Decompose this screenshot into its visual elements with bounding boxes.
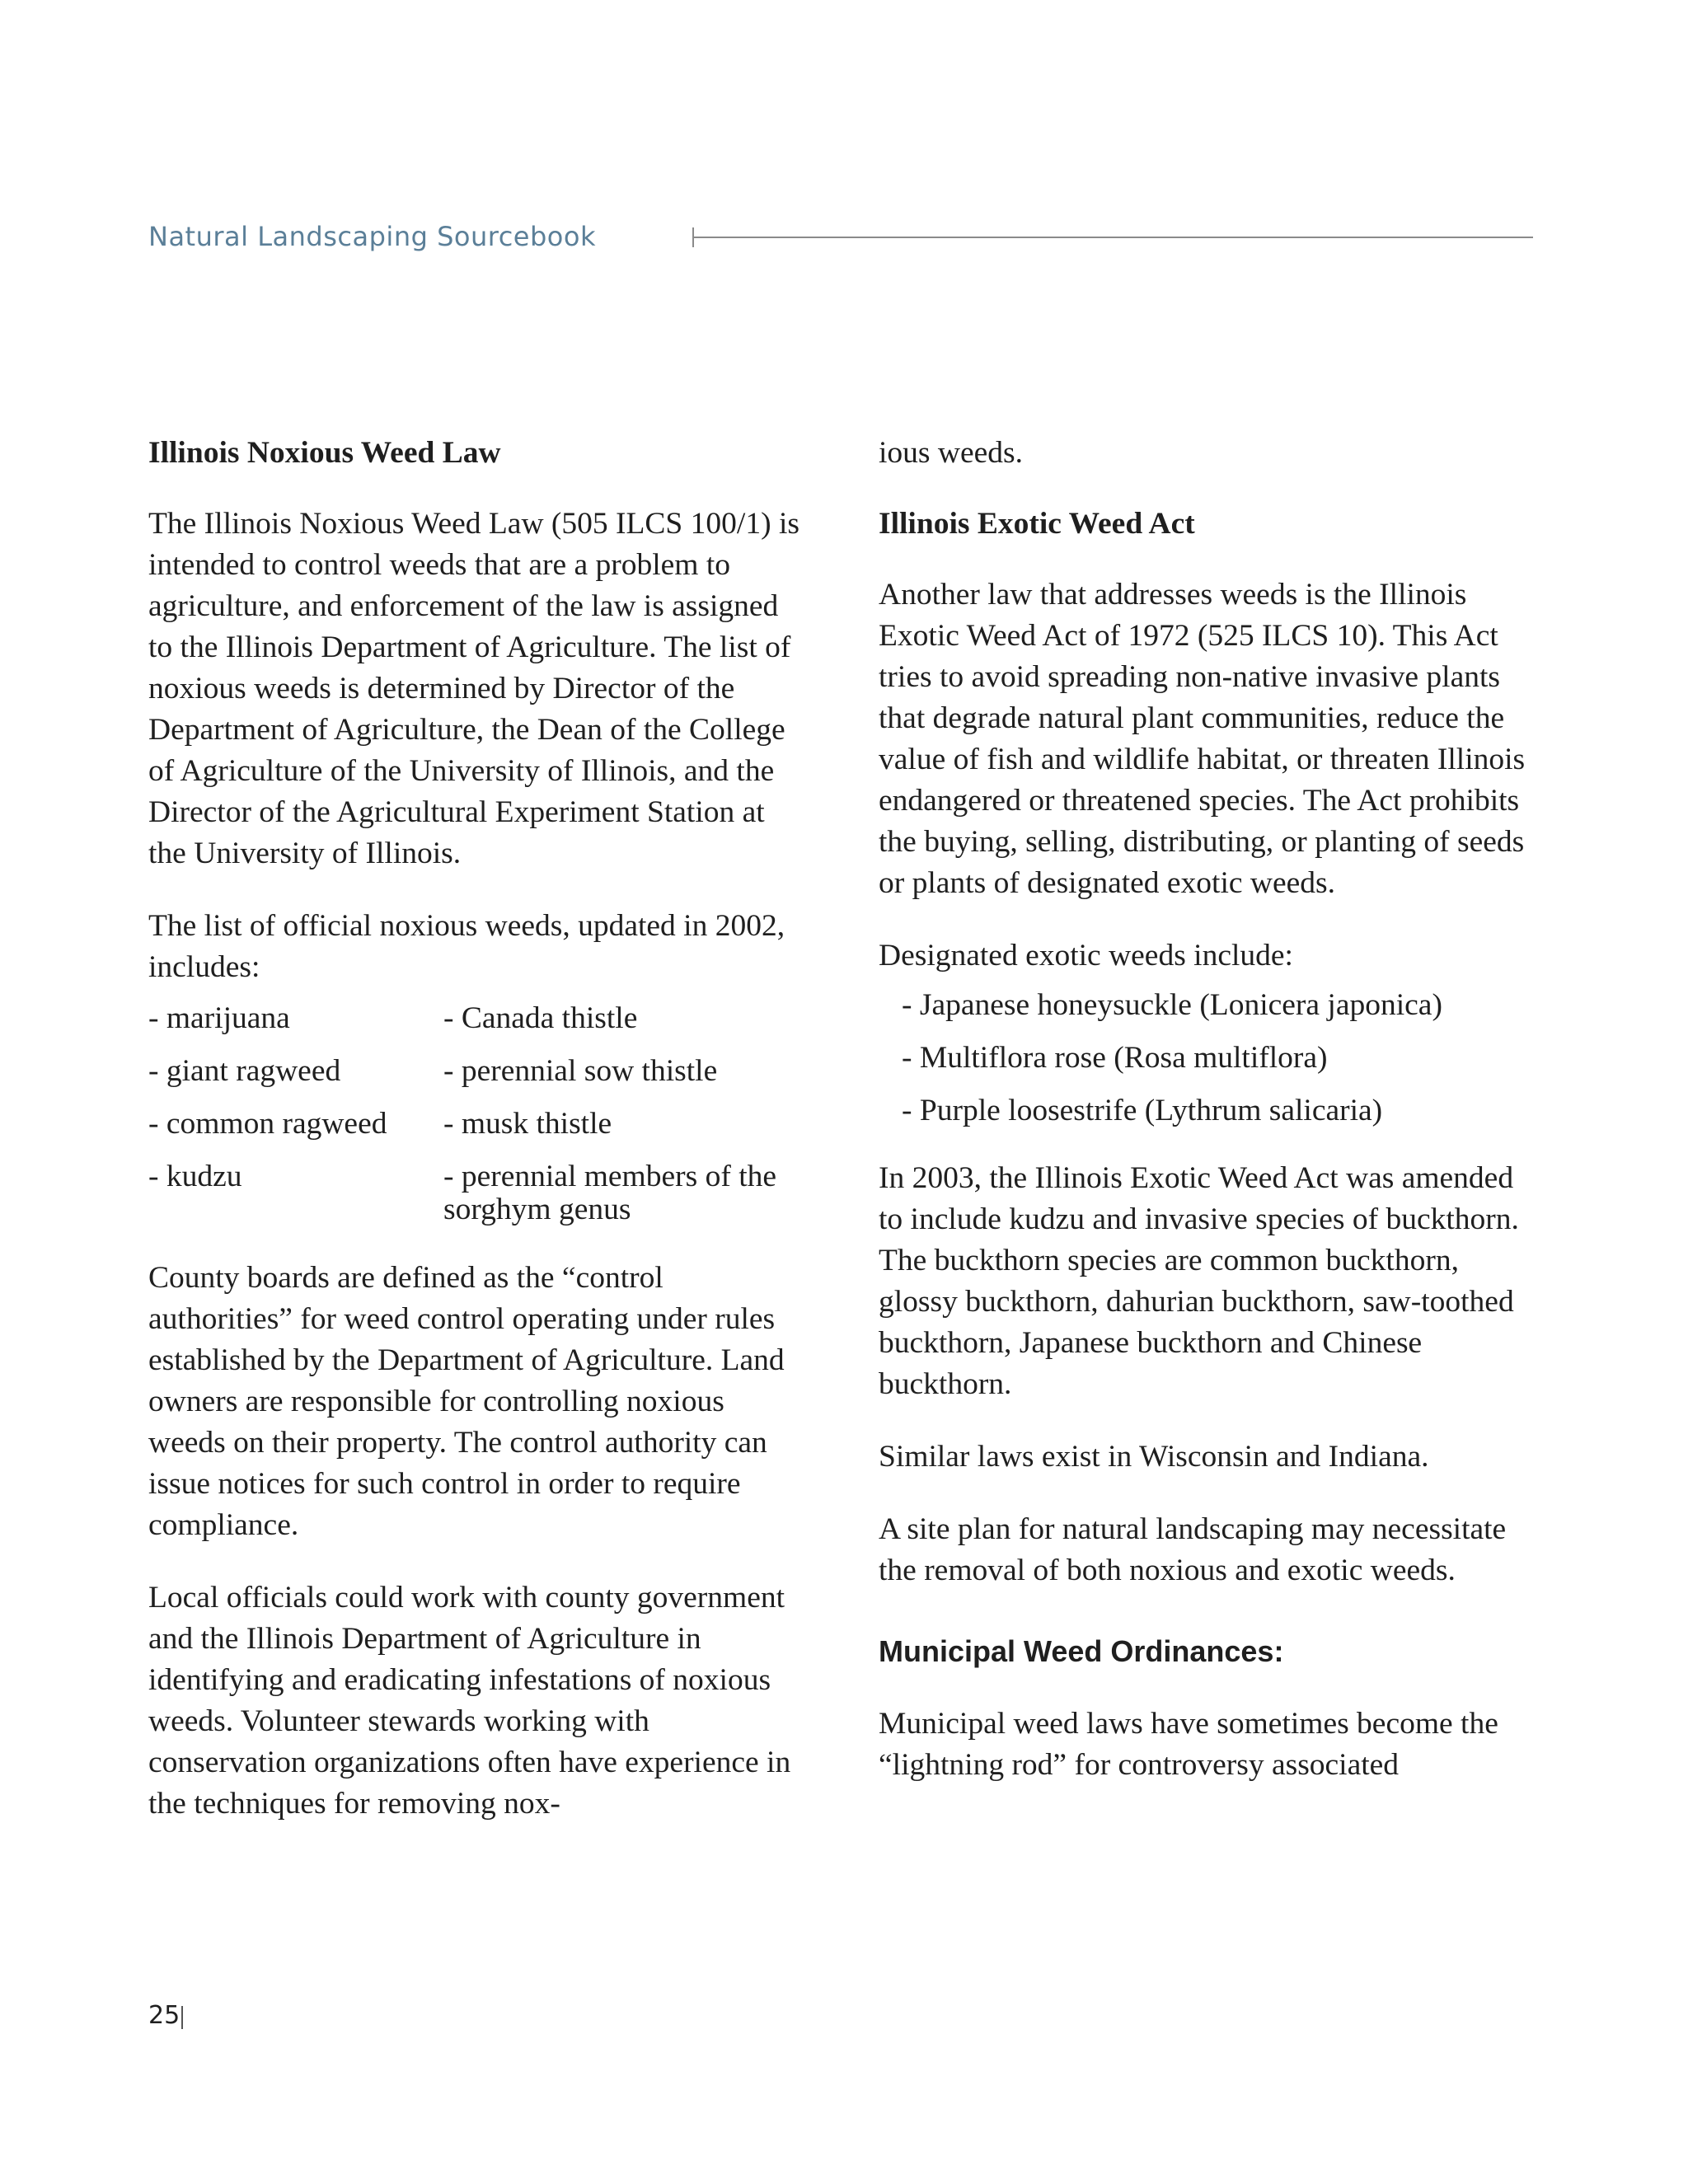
list-item: - marijuana [148,1001,290,1035]
paragraph: Designated exotic weeds include: [879,939,1293,972]
list-item: - Multiflora rose (Rosa multiflora) [902,1041,1328,1075]
paragraph: Local officials could work with county government and the Illinois Department of Agriculture in identifying and eradicating infestations of noxious weeds. Volunteer stewards working with conservation organizations often have experience in the techniques for removing nox- [148,1581,791,1821]
paragraph: Another law that addresses weeds is the Illinois Exotic Weed Act of 1972 (525 ILCS 10). This Act tries to avoid spreading non-native invasive plants that degrade natural plant communities, reduce the value of fish and wildlife habitat, or threaten Illinois endangered or threatened species. The Act prohibits the buying, selling, distributing, or planting of seeds or plants of designated exotic weeds. [879,578,1526,900]
paragraph: A site plan for natural landscaping may necessitate the removal of both noxious and exotic weeds. [879,1512,1507,1587]
header-rule [692,237,1533,238]
exotic-weeds-list [879,985,1538,1132]
list-item: - kudzu [148,1160,242,1193]
paragraph: In 2003, the Illinois Exotic Weed Act was amended to include kudzu and invasive species of buckthorn. The buckthorn species are common buckthorn, glossy buckthorn, dahurian buckthorn, saw-toothed buckthorn, Japanese buckthorn and Chinese buckthorn. [879,1161,1519,1401]
right-column [879,433,1538,1786]
page-number: 25 [148,2001,181,2030]
paragraph: Similar laws exist in Wisconsin and Indiana. [879,1440,1429,1474]
continued-text: ious weeds. [879,436,1023,470]
list-item: - Purple loosestrife (Lythrum salicaria) [902,1094,1383,1127]
paragraph: The list of official noxious weeds, updated in 2002, includes: [148,909,785,984]
list-item: - Japanese honeysuckle (Lonicera japonica) [902,988,1442,1022]
list-item: - perennial sow thistle [443,1054,718,1088]
paragraph: Municipal weed laws have sometimes become the “lightning rod” for controversy associated [879,1707,1498,1782]
list-item: - common ragweed [148,1107,387,1141]
list-item: - giant ragweed [148,1054,341,1088]
left-column [148,433,808,1825]
list-item: - Canada thistle [443,1001,638,1035]
section-heading-noxious-weed-law: Illinois Noxious Weed Law [148,436,501,470]
list-item: - musk thistle [443,1107,612,1141]
paragraph: The Illinois Noxious Weed Law (505 ILCS 100/1) is intended to control weeds that are a problem to agriculture, and enforcement of the law is assigned to the Illinois Department of Agriculture. The list of noxious weeds is determined by Director of the Department of Agriculture, the Dean of the College of Agriculture of the University of Illinois, and the Director of the Agricultural Experiment Station at the University of Illinois. [148,507,799,870]
page-number-divider [181,2006,183,2029]
noxious-weeds-list [148,998,808,1226]
running-head-title: Natural Landscaping Sourcebook [148,221,596,252]
list-item: - perennial members of the sorghym genus [443,1160,777,1226]
section-heading-municipal-weed-ordinances: Municipal Weed Ordinances: [879,1634,1284,1668]
paragraph: County boards are defined as the “control authorities” for weed control operating under rules established by the Department of Agriculture. Land owners are responsible for controlling noxious weeds on their property. The control authority can issue notices for such control in order to require compliance. [148,1261,785,1542]
section-heading-exotic-weed-act: Illinois Exotic Weed Act [879,507,1195,541]
